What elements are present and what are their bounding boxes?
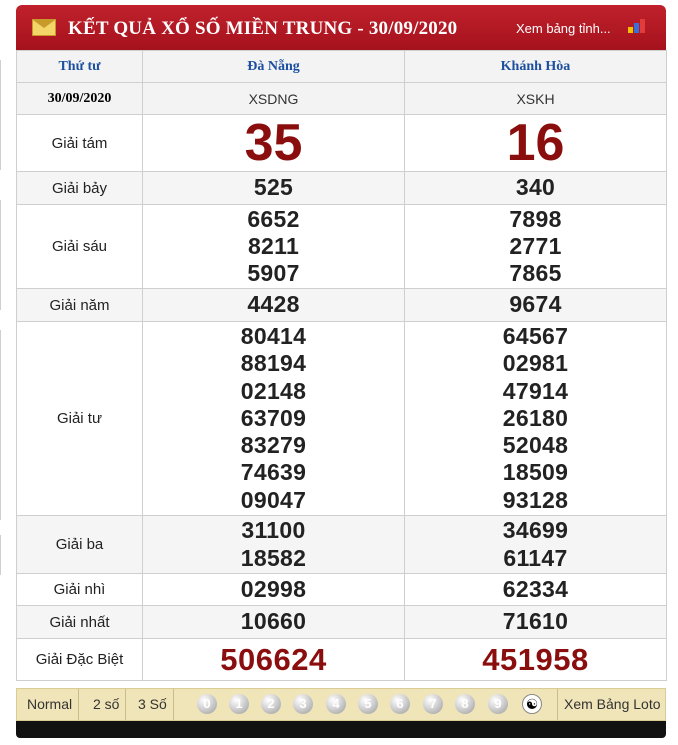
lottery-result-widget [16, 5, 666, 740]
prize-row-special [17, 639, 667, 681]
digit-ball-1[interactable]: 1 [229, 694, 249, 714]
prize-value: 9674 [405, 289, 667, 322]
page-edge-line [0, 535, 5, 575]
prize-row-7 [17, 172, 667, 205]
prize-value: 64567 [502, 322, 569, 349]
prize-label: Giải sáu [17, 205, 143, 289]
digit-ball-3[interactable]: 3 [293, 694, 313, 714]
weekday-cell: Thứ tư [17, 51, 143, 83]
prize-value: 83279 [240, 432, 307, 459]
prize-value: 5907 [247, 260, 300, 287]
page-edge-line [0, 60, 5, 170]
prize-row-1 [17, 606, 667, 639]
prize-row-8 [17, 115, 667, 172]
prize-value: 2771 [509, 232, 562, 259]
digit-ball-0[interactable]: 0 [197, 694, 217, 714]
option-normal[interactable]: Normal [21, 689, 79, 720]
prize-value: 80414 [240, 322, 307, 349]
prize-value: 18582 [240, 544, 307, 571]
prize-value: 525 [143, 172, 405, 205]
prize-row-2 [17, 574, 667, 606]
prize-value-group [143, 322, 405, 516]
prize-value: 63709 [240, 404, 307, 431]
bottom-bar [16, 721, 666, 738]
prize-value-group [405, 516, 667, 574]
digit-ball-4[interactable]: 4 [326, 694, 346, 714]
prize-value-group [405, 205, 667, 289]
prize-label: Giải bảy [17, 172, 143, 205]
display-options-bar [16, 688, 666, 721]
prize-label: Giải nhất [17, 606, 143, 639]
prize-value: 74639 [240, 459, 307, 486]
prize-value: 6652 [247, 205, 300, 232]
prize-value-group [143, 516, 405, 574]
page-edge-line [0, 330, 5, 520]
digit-ball-9[interactable]: 9 [488, 694, 508, 714]
prize-label: Giải tám [17, 115, 143, 172]
prize-value: 16 [405, 115, 667, 172]
prize-value: 02981 [502, 350, 569, 377]
yin-yang-icon[interactable]: ☯ [522, 694, 542, 714]
prize-value: 62334 [405, 574, 667, 606]
prize-value: 340 [405, 172, 667, 205]
prize-row-4 [17, 322, 667, 516]
prize-value: 02148 [240, 377, 307, 404]
prize-value: 47914 [502, 377, 569, 404]
prize-label: Giải Đặc Biệt [17, 639, 143, 681]
prize-row-6 [17, 205, 667, 289]
option-2-digits[interactable]: 2 số [87, 689, 126, 720]
province-code-danang[interactable]: XSDNG [143, 83, 405, 115]
option-3-digits[interactable]: 3 Số [132, 689, 174, 720]
prize-row-5 [17, 289, 667, 322]
prize-value: 18509 [502, 459, 569, 486]
prize-value: 8211 [247, 232, 300, 259]
prize-value: 71610 [405, 606, 667, 639]
digit-ball-8[interactable]: 8 [455, 694, 475, 714]
prize-label: Giải nhì [17, 574, 143, 606]
prize-label: Giải ba [17, 516, 143, 574]
prize-row-3 [17, 516, 667, 574]
province-name-khanhhoa[interactable]: Khánh Hòa [405, 51, 667, 83]
prize-value: 88194 [240, 350, 307, 377]
special-prize-value: 506624 [143, 639, 405, 681]
digit-ball-2[interactable]: 2 [261, 694, 281, 714]
envelope-icon [32, 19, 56, 36]
prize-value: 09047 [240, 486, 307, 513]
code-row [17, 83, 667, 115]
prize-value: 61147 [503, 544, 568, 571]
prize-value: 52048 [502, 432, 569, 459]
view-province-table-link[interactable]: Xem bảng tỉnh... [516, 21, 611, 36]
prize-value: 10660 [143, 606, 405, 639]
prize-value: 7865 [509, 260, 562, 287]
prize-value: 31100 [241, 517, 306, 544]
digit-ball-5[interactable]: 5 [358, 694, 378, 714]
prize-value: 02998 [143, 574, 405, 606]
view-loto-table-link[interactable]: Xem Bảng Loto [557, 689, 661, 720]
prize-value: 35 [143, 115, 405, 172]
result-table [16, 50, 667, 681]
province-header-row [17, 51, 667, 83]
prize-value: 93128 [502, 486, 569, 513]
province-code-khanhhoa[interactable]: XSKH [405, 83, 667, 115]
province-name-danang[interactable]: Đà Nẵng [143, 51, 405, 83]
prize-value: 7898 [509, 205, 562, 232]
prize-label: Giải tư [17, 322, 143, 516]
prize-label: Giải năm [17, 289, 143, 322]
draw-date: 30/09/2020 [17, 83, 143, 115]
page-edge-line [0, 200, 5, 310]
digit-ball-7[interactable]: 7 [423, 694, 443, 714]
digit-ball-6[interactable]: 6 [390, 694, 410, 714]
prize-value-group [143, 205, 405, 289]
prize-value-group [405, 322, 667, 516]
result-header [16, 5, 666, 50]
result-title: KẾT QUẢ XỔ SỐ MIỀN TRUNG - 30/09/2020 [68, 18, 458, 39]
bar-chart-icon[interactable] [628, 19, 648, 33]
special-prize-value: 451958 [405, 639, 667, 681]
prize-value: 4428 [143, 289, 405, 322]
prize-value: 34699 [502, 517, 569, 544]
prize-value: 26180 [502, 404, 569, 431]
